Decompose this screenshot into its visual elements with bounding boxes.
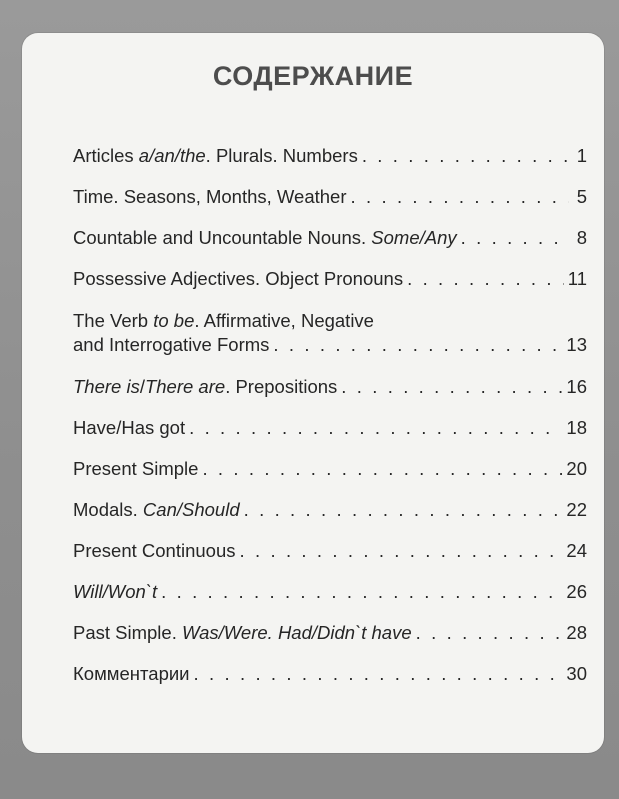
- toc-entry-title: [73, 185, 347, 209]
- toc-entry-row: [73, 498, 587, 522]
- toc-entry-title: [73, 457, 198, 481]
- toc-entry-page-number: 24: [566, 540, 587, 561]
- text-fragment: /: [139, 376, 145, 397]
- contents-card: [22, 33, 604, 753]
- toc-entry: [73, 185, 587, 209]
- toc-entry-row: [73, 539, 587, 563]
- toc-entry-row: [73, 580, 587, 604]
- toc-entry-page-number: 16: [566, 376, 587, 397]
- toc-entry-page-number: 20: [566, 458, 587, 479]
- toc-entry-page-number: 5: [576, 186, 587, 207]
- text-fragment: Countable and Uncountable Nouns.: [73, 227, 372, 248]
- toc-entry-page-number: 30: [566, 663, 587, 684]
- toc-entry: [73, 267, 587, 291]
- text-fragment: Articles: [73, 145, 139, 166]
- toc-entry-row: [73, 662, 587, 686]
- italic-fragment: There is: [73, 376, 140, 397]
- toc-entry-row: [73, 226, 587, 250]
- text-fragment: . Affirmative, Negative: [194, 310, 374, 331]
- dot-leader: [407, 267, 564, 291]
- toc-entry: [73, 580, 587, 604]
- toc-entry-page-number: 18: [566, 417, 587, 438]
- text-fragment: . Plurals. Numbers: [205, 145, 358, 166]
- toc-entry-row: [73, 267, 587, 291]
- text-fragment: . Prepositions: [225, 376, 338, 397]
- italic-fragment: a/an/the: [138, 145, 206, 166]
- toc-entry: [73, 662, 587, 686]
- toc-entry-title: [73, 662, 190, 686]
- toc-entry-title: [73, 580, 157, 604]
- toc-entry-title: [73, 267, 403, 291]
- toc-entry-row: [73, 375, 587, 399]
- toc-entry-page-number: 1: [576, 145, 587, 166]
- contents-title: СОДЕРЖАНИЕ: [212, 61, 414, 91]
- italic-fragment: Will/Won`t: [73, 581, 158, 602]
- toc-entry-title: [73, 539, 236, 563]
- dot-leader: [416, 621, 563, 645]
- dot-leader: [461, 226, 569, 250]
- dot-leader: [189, 416, 562, 440]
- dot-leader: [161, 580, 562, 604]
- toc-entry: [73, 375, 587, 399]
- italic-fragment: There are: [144, 376, 226, 397]
- toc-entry-row: [73, 457, 587, 481]
- italic-fragment: to be: [153, 310, 195, 331]
- text-fragment: The Verb: [73, 310, 154, 331]
- toc-entry-page-number: 26: [566, 581, 587, 602]
- text-fragment: Present Continuous: [73, 540, 236, 561]
- text-fragment: Time. Seasons, Months, Weather: [73, 186, 347, 207]
- text-fragment: Have/Has got: [73, 417, 186, 438]
- toc-entry-row: [73, 144, 587, 168]
- toc-entry-page-number: 13: [566, 334, 587, 355]
- toc-entry: [73, 498, 587, 522]
- toc-entry: [73, 226, 587, 250]
- toc-entry: [73, 416, 587, 440]
- text-fragment: Past Simple.: [73, 622, 182, 643]
- dot-leader: [202, 457, 562, 481]
- italic-fragment: Some/Any: [371, 227, 457, 248]
- dot-leader: [244, 498, 563, 522]
- toc-entry: [73, 457, 587, 481]
- italic-fragment: Can/Should: [142, 499, 240, 520]
- toc-entry: [73, 309, 587, 357]
- toc-entry: [73, 144, 587, 168]
- text-fragment: and Interrogative Forms: [73, 334, 270, 355]
- toc-entry: [73, 621, 587, 645]
- toc-entry: [73, 539, 587, 563]
- text-fragment: Комментарии: [73, 663, 190, 684]
- italic-fragment: Was/Were. Had/Didn`t have: [182, 622, 412, 643]
- toc-entry-row: [73, 333, 587, 357]
- toc-entry-page-number: 28: [566, 622, 587, 643]
- toc-entry-title: [73, 375, 337, 399]
- toc-entry-title: [73, 144, 358, 168]
- dot-leader: [273, 333, 562, 357]
- toc-entry-title: [73, 226, 457, 250]
- toc-entry-title: [73, 498, 240, 522]
- toc-entry-title: [73, 621, 412, 645]
- dot-leader: [341, 375, 562, 399]
- text-fragment: Modals.: [73, 499, 143, 520]
- toc-entry-page-number: 22: [566, 499, 587, 520]
- toc-entry-page-number: 11: [567, 268, 587, 289]
- toc-entry-title-line1: [73, 309, 587, 333]
- text-fragment: Present Simple: [73, 458, 199, 479]
- toc-entry-row: [73, 621, 587, 645]
- dot-leader: [351, 185, 569, 209]
- text-fragment: Possessive Adjectives. Object Pronouns: [73, 268, 404, 289]
- toc-entry-title: [73, 416, 185, 440]
- toc-entry-page-number: 8: [576, 227, 587, 248]
- toc-entry-row: [73, 416, 587, 440]
- dot-leader: [194, 662, 563, 686]
- toc-entry-title: [73, 333, 269, 357]
- dot-leader: [362, 144, 569, 168]
- toc-entry-row: [73, 185, 587, 209]
- dot-leader: [240, 539, 563, 563]
